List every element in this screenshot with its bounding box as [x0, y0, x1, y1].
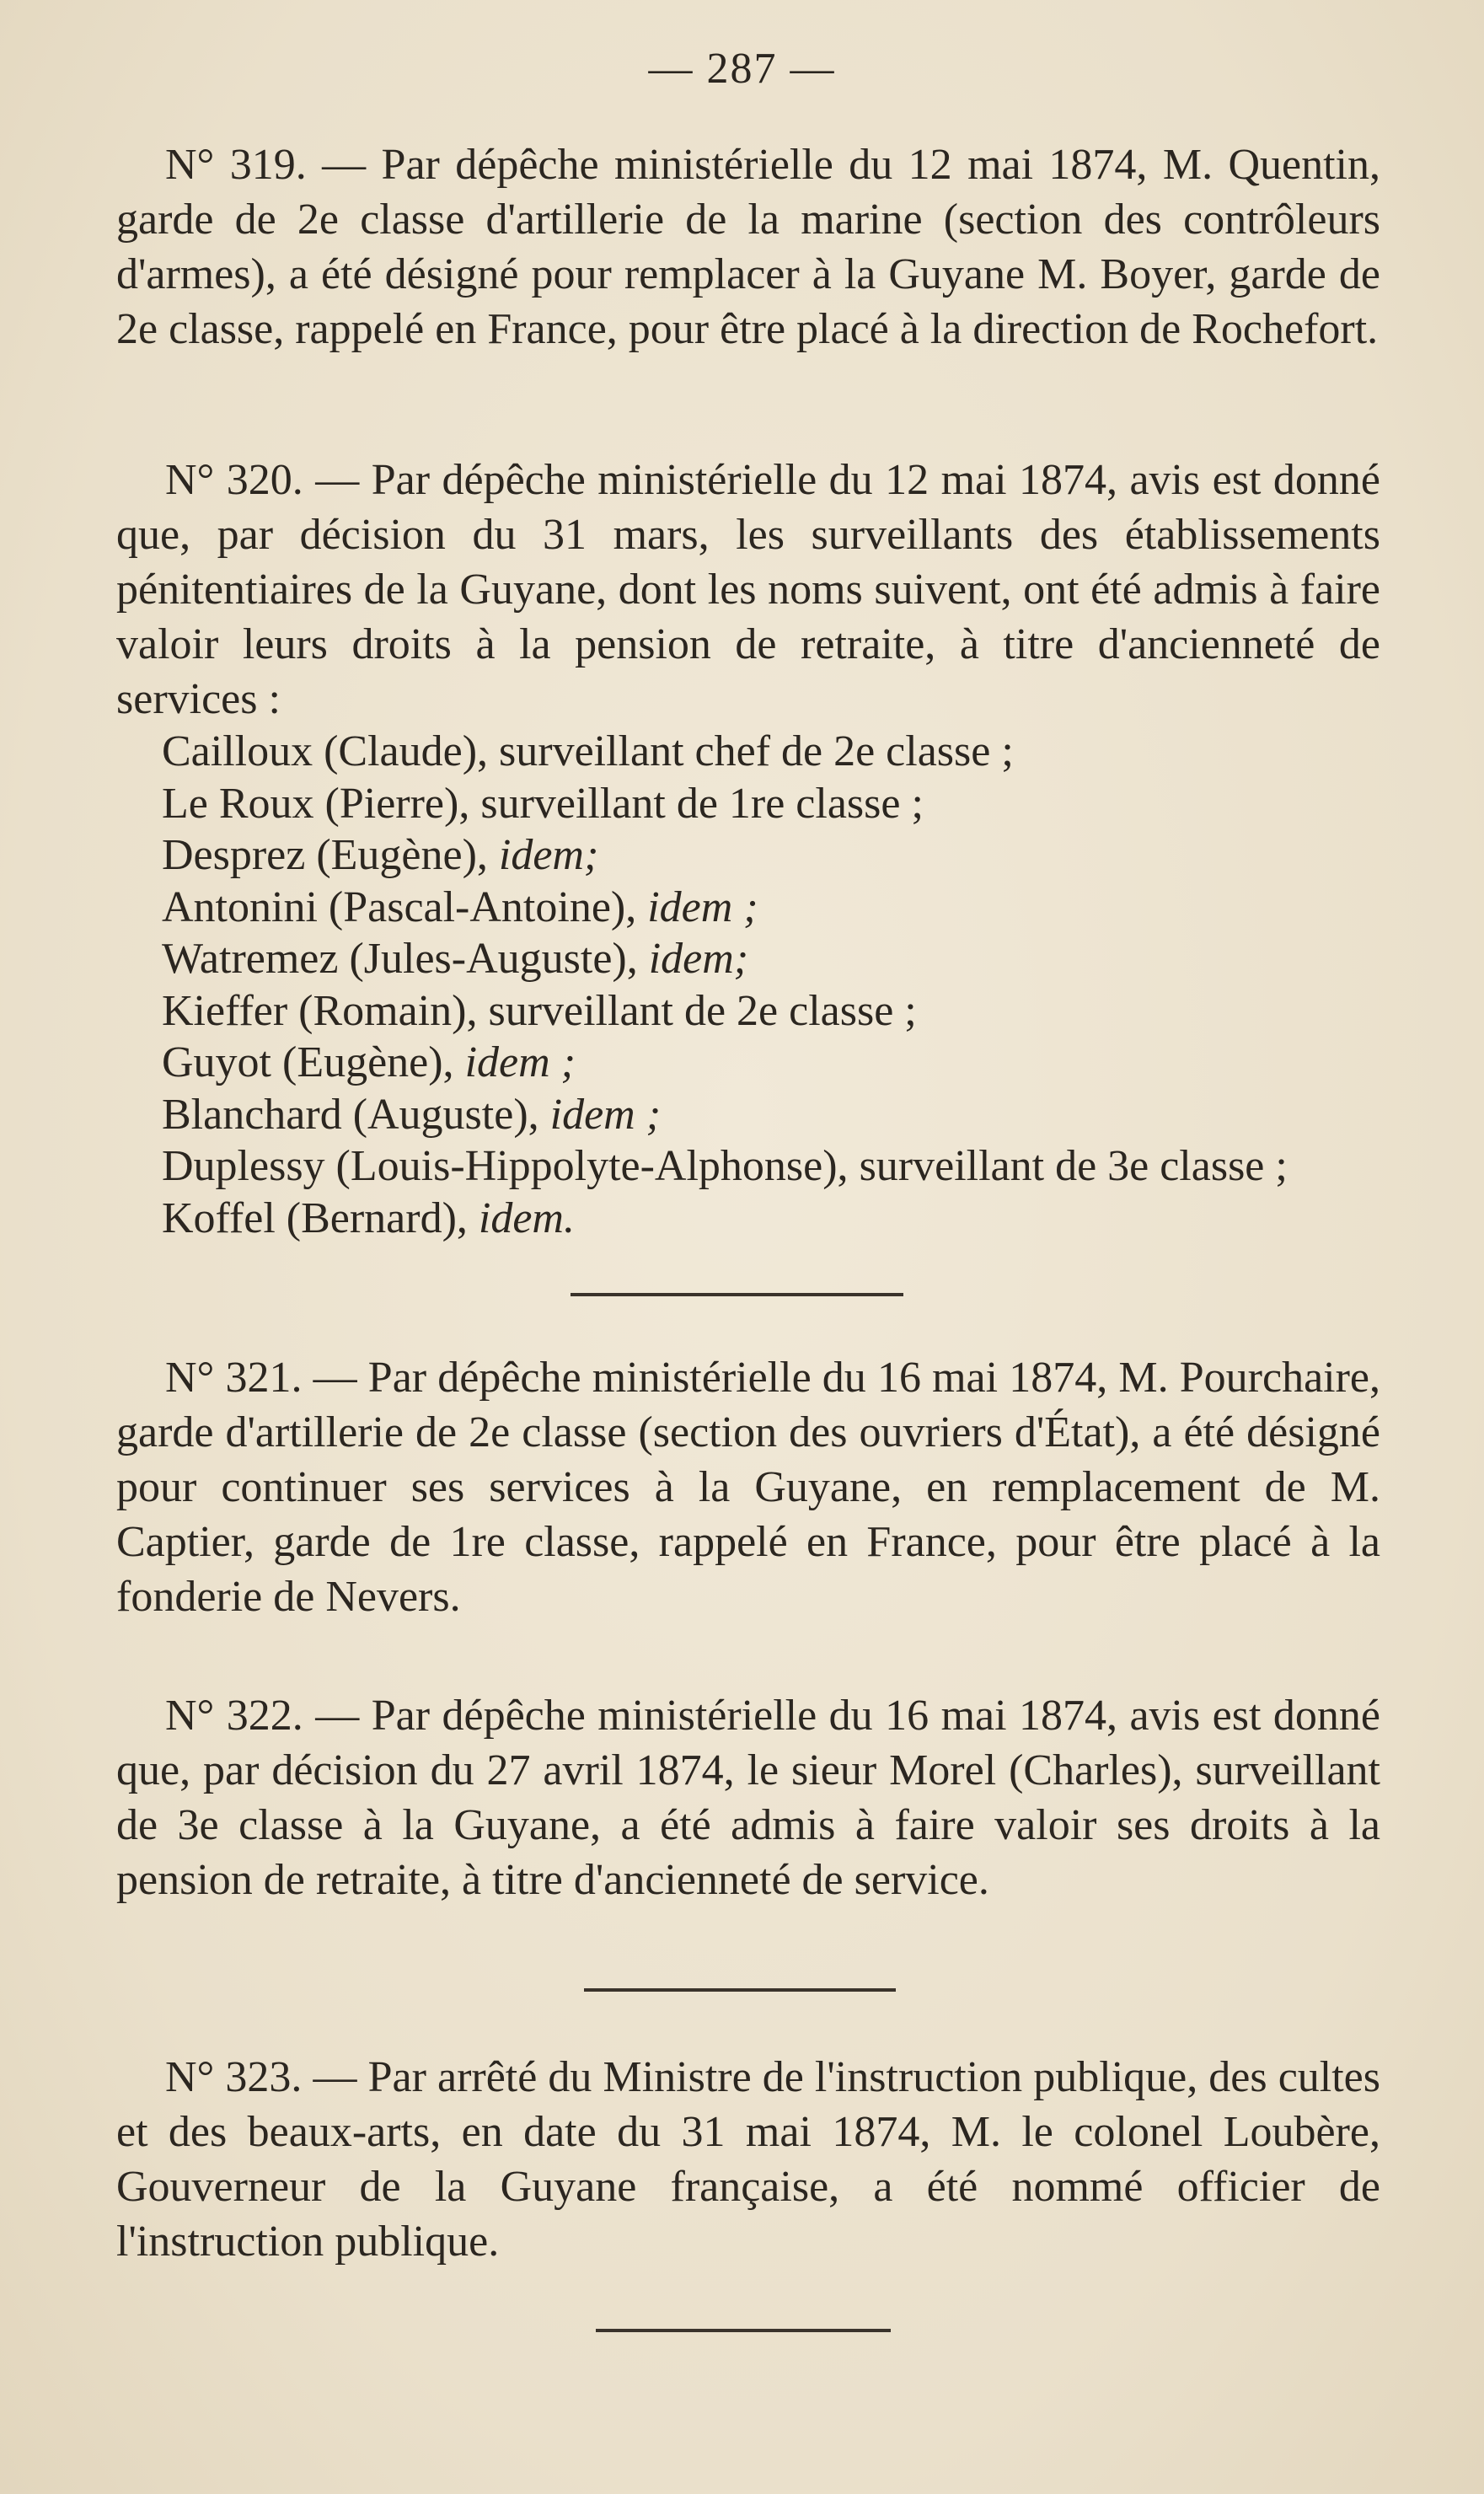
- list-item-role: idem.: [478, 1193, 575, 1242]
- list-item: [162, 1089, 1392, 1141]
- list-item: [162, 726, 1392, 778]
- entry-321-text: — Par dépêche ministérielle du 16 mai 1874, M. Pourchaire, garde d'artillerie de 2e classe (section des ouvriers d'État), a été désigné pour continuer ses services à la Guyane, en remplacement de M. Captier, garde de 1re classe, rappelé en France, pour être placé à la fonderie de Nevers.: [116, 1354, 1380, 1621]
- list-item-name: Duplessy (Louis-Hippolyte-Alphonse),: [162, 1142, 860, 1190]
- list-item-name: Blanchard (Auguste),: [162, 1090, 550, 1139]
- entry-320-paragraph: [116, 453, 1380, 727]
- list-item-name: Le Roux (Pierre),: [162, 779, 481, 828]
- list-item-name: Desprez (Eugène),: [162, 831, 499, 879]
- entry-319-paragraph: [116, 137, 1380, 357]
- section-divider: [596, 2329, 891, 2332]
- section-divider: [571, 1293, 903, 1296]
- list-item-name: Watremez (Jules-Auguste),: [162, 935, 649, 983]
- entry-322-number: N° 322.: [165, 1692, 303, 1740]
- entry-321-number: N° 321.: [165, 1354, 303, 1402]
- list-item-role: surveillant de 3e classe ;: [859, 1142, 1288, 1190]
- entry-322: [116, 1688, 1380, 1907]
- entry-323-paragraph: [116, 2050, 1380, 2269]
- list-item: [162, 985, 1392, 1038]
- list-item-role: surveillant de 1re classe ;: [480, 779, 924, 828]
- list-item: [162, 829, 1392, 882]
- entry-321: [116, 1350, 1380, 1624]
- list-item-name: Koffel (Bernard),: [162, 1193, 479, 1242]
- entry-322-paragraph: [116, 1688, 1380, 1907]
- entry-320-text: — Par dépêche ministérielle du 12 mai 1874, avis est donné que, par décision du 31 mars, les surveillants des établissements pénitentiaires de la Guyane, dont les noms suivent, ont été admis à faire valoir leurs droits à la pension de retraite, à titre d'ancienneté de services :: [116, 456, 1380, 723]
- entry-323-number: N° 323.: [165, 2053, 303, 2101]
- list-item-role: idem;: [498, 831, 599, 879]
- list-item-role: idem ;: [647, 882, 758, 931]
- list-item-name: Kieffer (Romain),: [162, 986, 489, 1035]
- entry-320: [116, 453, 1380, 727]
- list-item-name: Antonini (Pascal-Antoine),: [162, 882, 648, 931]
- list-item-name: Guyot (Eugène),: [162, 1038, 465, 1086]
- list-item: [162, 1193, 1392, 1245]
- section-divider: [584, 1988, 896, 1992]
- entry-322-text: — Par dépêche ministérielle du 16 mai 1874, avis est donné que, par décision du 27 avril 1874, le sieur Morel (Charles), surveillant de 3e classe à la Guyane, a été admis à faire valoir ses droits à la pension de retraite, à titre d'ancienneté de service.: [116, 1692, 1380, 1904]
- entry-319-text: — Par dépêche ministérielle du 12 mai 1874, M. Quentin, garde de 2e classe d'artillerie de la marine (section des contrôleurs d'armes), a été désigné pour remplacer à la Guyane M. Boyer, garde de 2e classe, rappelé en France, pour être placé à la direction de Rochefort.: [116, 141, 1380, 353]
- entry-319: [116, 137, 1380, 357]
- list-item: [162, 882, 1392, 934]
- list-item: [162, 1140, 1392, 1193]
- list-item: [162, 933, 1392, 985]
- list-item: [162, 778, 1392, 830]
- list-item-role: surveillant de 2e classe ;: [488, 986, 917, 1035]
- page-number: — 287 —: [648, 45, 836, 93]
- list-item-role: idem ;: [464, 1038, 576, 1086]
- list-item-role: surveillant chef de 2e classe ;: [499, 727, 1014, 775]
- pensioner-list: [162, 726, 1392, 1244]
- list-item-role: idem ;: [549, 1090, 662, 1139]
- entry-320-number: N° 320.: [165, 456, 303, 504]
- entry-323: [116, 2050, 1380, 2269]
- entry-323-text: — Par arrêté du Ministre de l'instruction publique, des cultes et des beaux-arts, en date du 31 mai 1874, M. le colonel Loubère, Gouverneur de la Guyane française, a été nommé officier de l'instruction publique.: [116, 2053, 1380, 2266]
- list-item: [162, 1037, 1392, 1089]
- list-item-name: Cailloux (Claude),: [162, 727, 500, 775]
- entry-321-paragraph: [116, 1350, 1380, 1624]
- list-item-role: idem;: [648, 935, 749, 983]
- entry-319-number: N° 319.: [165, 141, 307, 189]
